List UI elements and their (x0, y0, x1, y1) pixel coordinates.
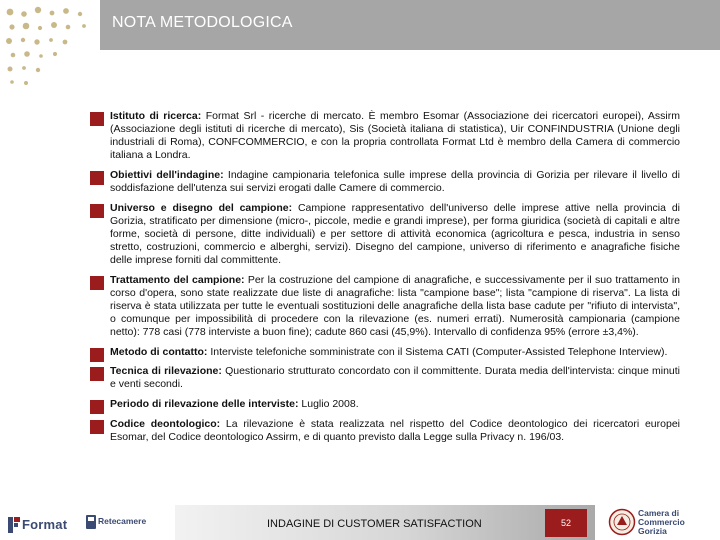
item-label: Obiettivi dell'indagine: (110, 169, 224, 181)
item-label: Tecnica di rilevazione: (110, 365, 222, 377)
item-text: Luglio 2008. (298, 398, 359, 410)
format-logo-text: Format (22, 517, 68, 532)
square-bullet-icon (90, 276, 104, 290)
item-text: Format Srl - ricerche di mercato. È membro Esomar (Associazione dei ricercatori europei), Assirm (Associazione degli istituti di ricerche di mercato), Sis (Società italiana di statistica), Uir CONFINDUSTRIA (Unione degli industriali di Roma), CONFCOMMERCIO, e con la propria controllata Format Ltd è membro della Camera di commercio italiana a Londra. (110, 110, 680, 161)
retecamere-logo (86, 513, 156, 535)
square-bullet-icon (90, 348, 104, 362)
item-text: Campione rappresentativo dell'universo delle imprese attive nella provincia di Gorizia, stratificato per dimensione (micro-, piccole, medie e grandi imprese), per forma giuridica (società di capitali e altre forme, società di persone, ditte individuali) e per settore di attività economica (agricoltura e pesca, industria in senso stretto, costruzioni, commercio e alberghi, servizi). Disegno del campione, universo di riferimento e anagrafiche fisiche delle imprese forniti dal committente. (110, 202, 680, 266)
list-item-universo (88, 202, 680, 267)
chamber-seal-icon (608, 508, 636, 536)
square-bullet-icon (90, 367, 104, 381)
square-bullet-icon (90, 420, 104, 434)
list-item-tecnica (88, 365, 680, 391)
footer (0, 505, 720, 540)
item-label: Trattamento del campione: (110, 274, 245, 286)
square-bullet-icon (90, 400, 104, 414)
item-label: Codice deontologico: (110, 418, 221, 430)
format-mark-icon (8, 517, 20, 533)
item-text: Questionario strutturato concordato con il committente. Durata media dell'intervista: cinque minuti e venti secondi. (110, 365, 681, 390)
footer-bar (175, 505, 595, 540)
item-label: Istituto di ricerca: (110, 110, 202, 122)
list-item-codice (88, 418, 680, 444)
retecamere-mark-icon (86, 515, 96, 529)
item-label: Periodo di rilevazione delle interviste: (110, 398, 299, 410)
format-logo (8, 513, 72, 537)
list-item-trattamento (88, 274, 680, 339)
page-title: NOTA METODOLOGICA (112, 14, 293, 31)
methodology-list (88, 110, 680, 451)
retecamere-logo-text: Retecamere (98, 516, 147, 526)
square-bullet-icon (90, 112, 104, 126)
item-text: La rilevazione è stata realizzata nel rispetto del Codice deontologico dei ricercatori europei Esomar, del Codice deontologico Assirm, e di quanto previsto dalla Legge sulla Privacy n. 196/03. (110, 418, 680, 443)
page-number: 52 (560, 518, 571, 528)
chamber-name (638, 509, 718, 536)
square-bullet-icon (90, 204, 104, 218)
page-number-badge (545, 509, 587, 537)
chamber-name-line2: Gorizia (638, 526, 667, 536)
item-label: Metodo di contatto: (110, 346, 208, 358)
list-item-metodo (88, 346, 680, 359)
dot-grid-decoration (0, 0, 100, 90)
list-item-obiettivi (88, 169, 680, 195)
item-text: Indagine campionaria telefonica sulle imprese della provincia di Gorizia per rilevare il livello di soddisfazione dell'utenza sui servizi erogati dalle Camere di commercio. (110, 169, 680, 194)
item-text: Per la costruzione del campione di anagrafiche, e successivamente per il suo trattamento in corso d'opera, sono state realizzate due liste di anagrafiche: lista "campione base"; lista "campione di riserva". La lista di riserva è stata utilizzata per tutte le eventuali sostituzioni delle anagrafiche della lista base cadute per "rifiuto di intervista", o comunque per impossibilità di procedere con la rilevazione (es. numeri errati). Numerosità campionaria (campione netto): 778 casi (778 interviste a buon fine); cadute 860 casi (45,9%). Intervallo di confidenza 95% (errore ±3,4%). (110, 274, 681, 338)
item-text: Interviste telefoniche somministrate con il Sistema CATI (Computer-Assisted Telephone Interview). (207, 346, 668, 358)
square-bullet-icon (90, 171, 104, 185)
header-bar (100, 0, 720, 50)
list-item-periodo (88, 398, 680, 411)
footer-title: INDAGINE DI CUSTOMER SATISFACTION (267, 518, 482, 530)
chamber-name-line1: Camera di Commercio (638, 508, 685, 527)
list-item-istituto (88, 110, 680, 162)
item-label: Universo e disegno del campione: (110, 202, 293, 214)
